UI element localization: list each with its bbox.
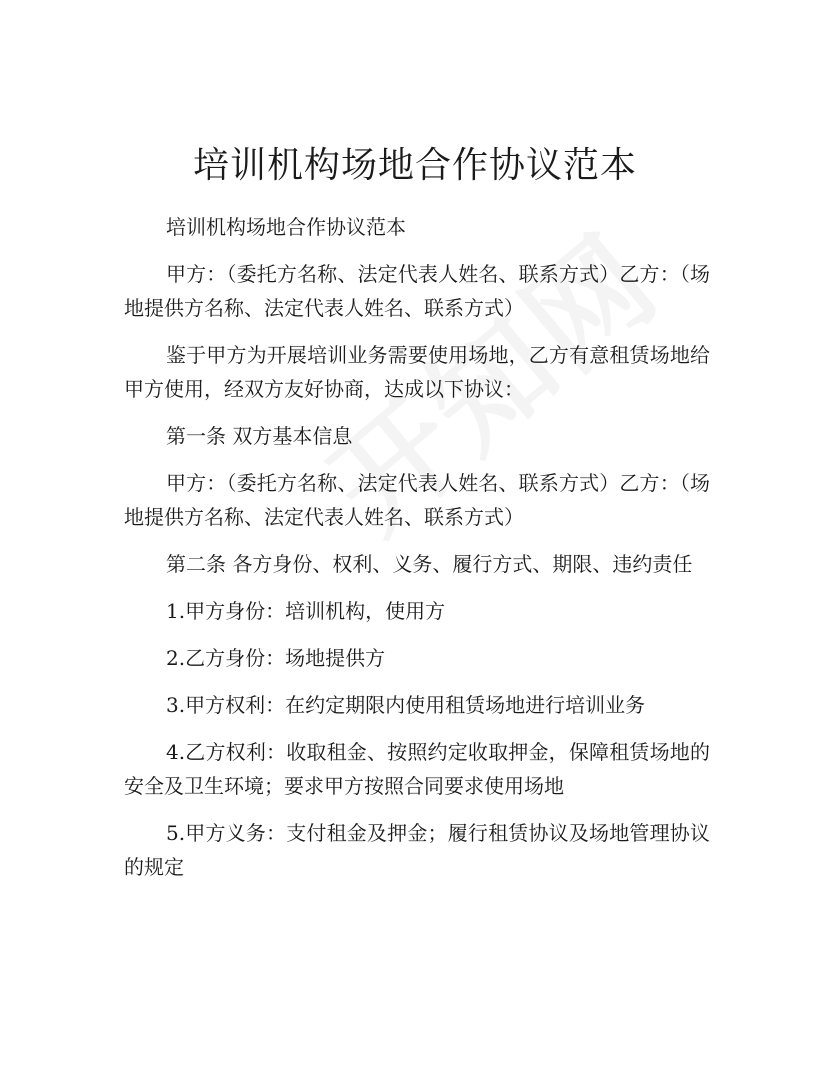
list-item: 4.乙方权利：收取租金、按照约定收取押金，保障租赁场地的安全及卫生环境；要求甲方按照合同要求使用场地 [124, 740, 710, 798]
document-title: 培训机构场地合作协议范本 [192, 145, 637, 186]
paragraph-parties: 甲方：（委托方名称、法定代表人姓名、联系方式）乙方：（场地提供方名称、法定代表人姓名、联系方式） [124, 262, 710, 320]
paragraph-subtitle: 培训机构场地合作协议范本 [166, 215, 406, 239]
document-body [124, 210, 710, 897]
paragraph-preamble: 鉴于甲方为开展培训业务需要使用场地，乙方有意租赁场地给甲方使用，经双方友好协商，达成以下协议： [124, 343, 710, 401]
list-item: 2.乙方身份：场地提供方 [166, 646, 386, 670]
list-item: 1.甲方身份：培训机构，使用方 [166, 599, 446, 623]
article-1-heading: 第一条 双方基本信息 [166, 424, 353, 448]
list-item: 5.甲方义务：支付租金及押金；履行租赁协议及场地管理协议的规定 [124, 821, 710, 879]
list-item: 3.甲方权利：在约定期限内使用租赁场地进行培训业务 [166, 693, 646, 717]
paragraph-parties-info: 甲方：（委托方名称、法定代表人姓名、联系方式）乙方：（场地提供方名称、法定代表人姓名、联系方式） [124, 471, 710, 529]
article-2-heading: 第二条 各方身份、权利、义务、履行方式、期限、违约责任 [166, 552, 693, 576]
